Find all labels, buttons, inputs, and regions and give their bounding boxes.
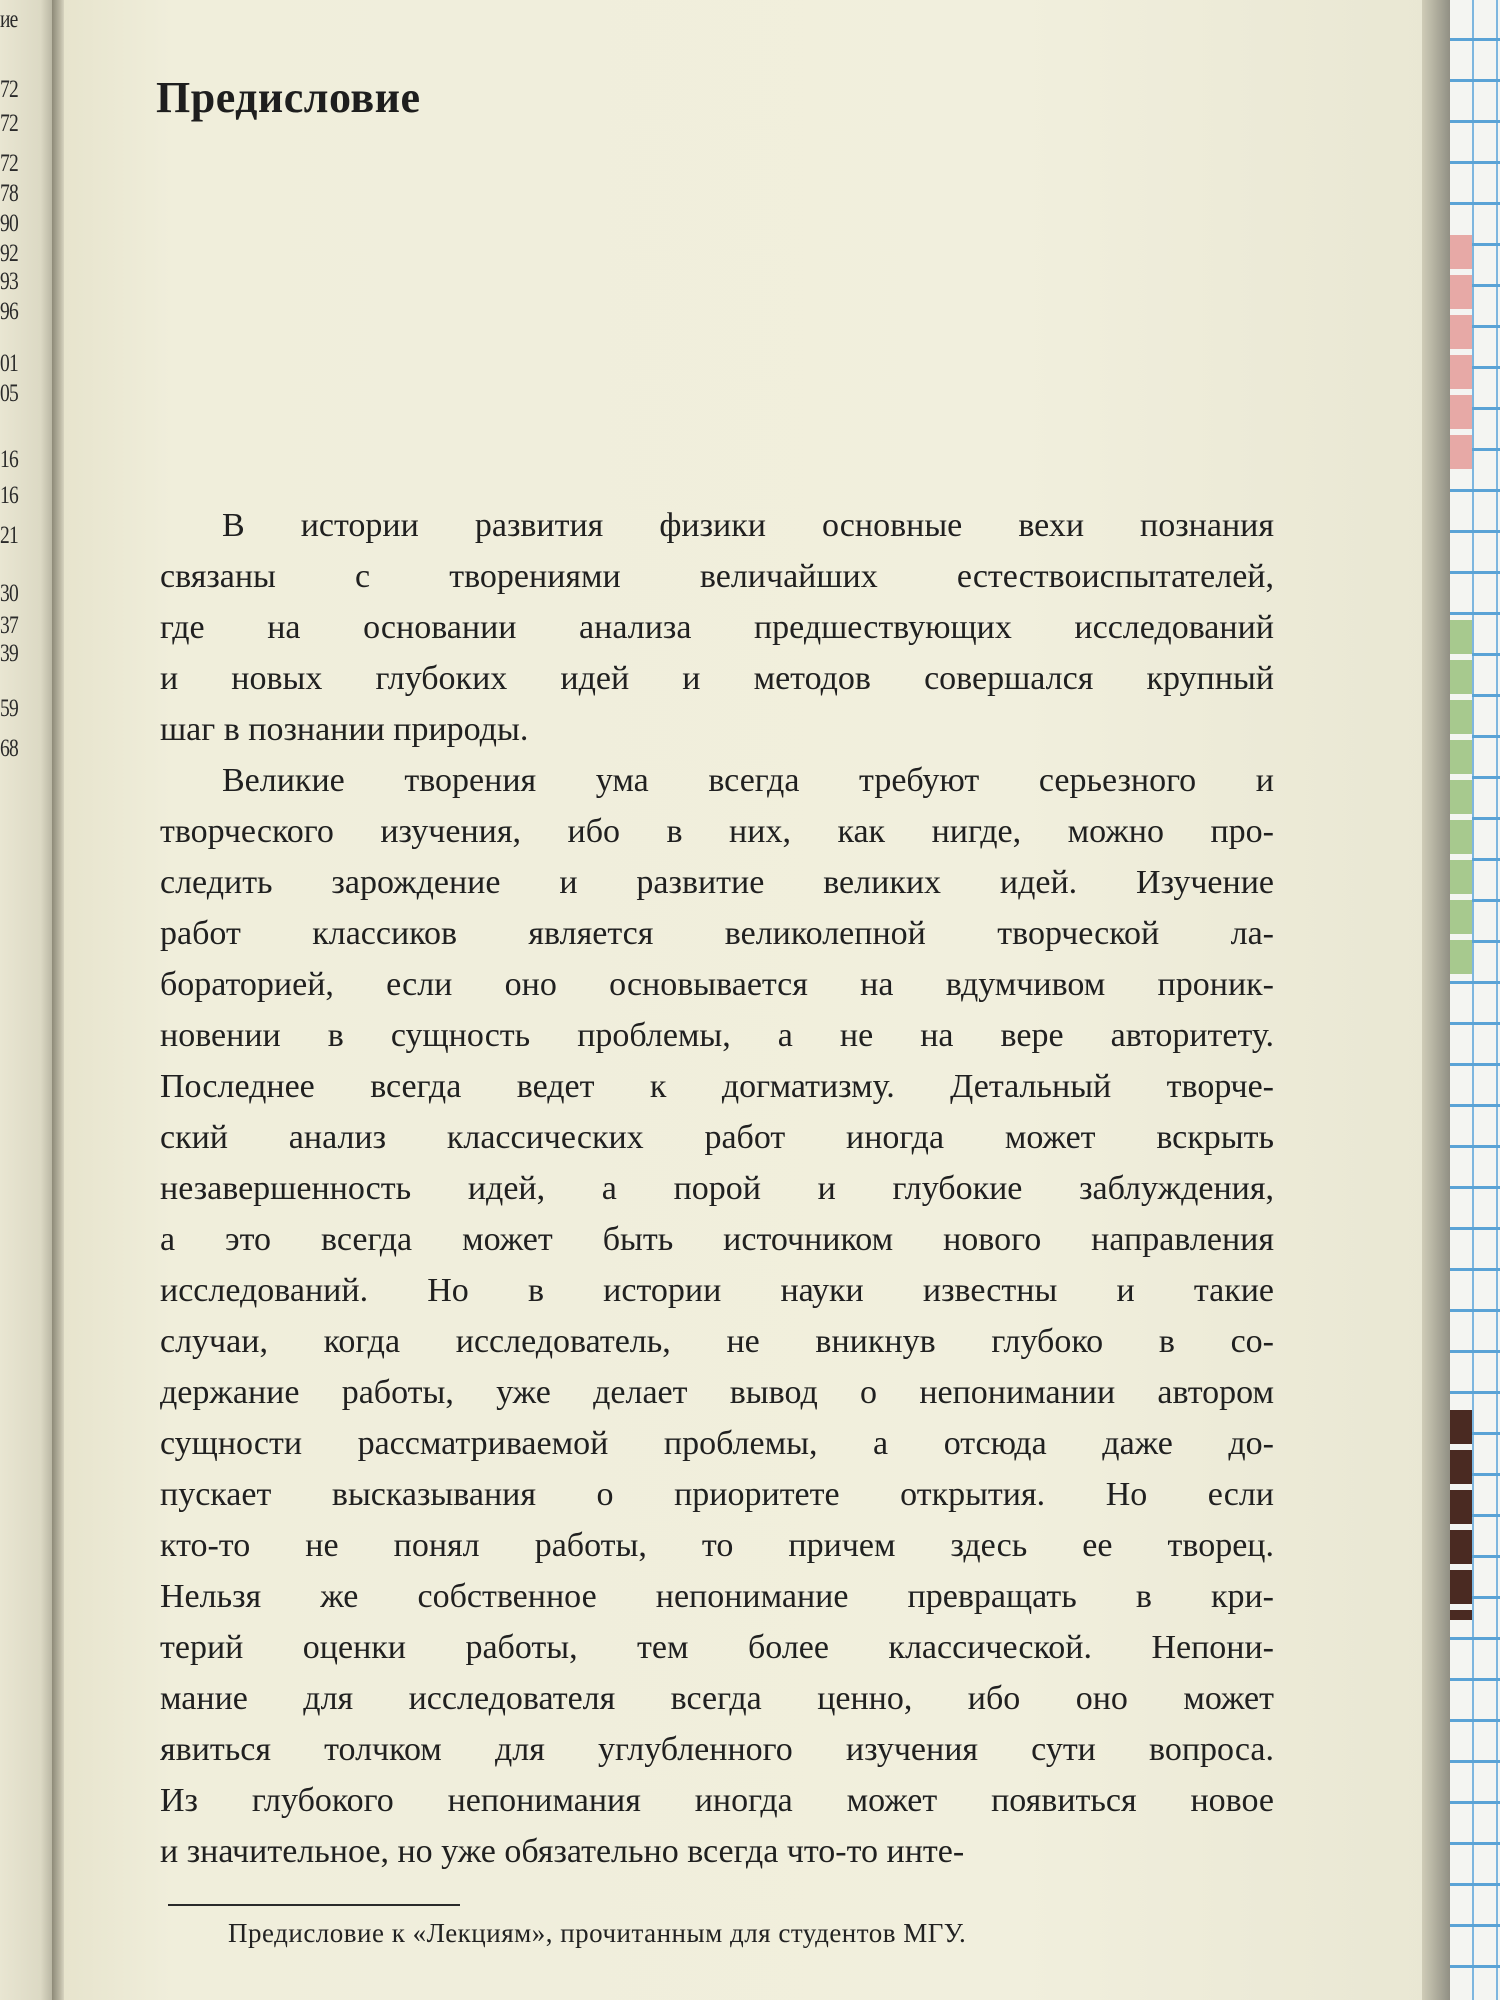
facing-page-number: 92 — [0, 240, 18, 267]
text-line: случаи, когда исследователь, не вникнув глубоко в со- — [160, 1323, 1274, 1360]
facing-page-number: 93 — [0, 268, 18, 295]
text-line: где на основании анализа предшествующих исследований — [160, 609, 1274, 646]
facing-page-number: 78 — [0, 180, 18, 207]
facing-page-number: 72 — [0, 150, 18, 177]
preface-body — [160, 500, 1274, 1877]
footnote: Предисловие к «Лекциям», прочитанным для студентов МГУ. — [228, 1918, 967, 1948]
facing-page-edge — [0, 0, 58, 2000]
text-line: Из глубокого непонимания иногда может появиться новое — [160, 1782, 1274, 1819]
facing-page-number: 21 — [0, 522, 18, 549]
facing-page-number: 90 — [0, 210, 18, 237]
facing-page-number: 39 — [0, 640, 18, 667]
notebook-tab — [1450, 235, 1472, 470]
footnote-rule — [168, 1904, 460, 1906]
facing-page-number: 72 — [0, 110, 18, 137]
text-line: бораторией, если оно основывается на вдумчивом проник- — [160, 966, 1274, 1003]
text-line: исследований. Но в истории науки известны и такие — [160, 1272, 1274, 1309]
facing-page-number: 72 — [0, 76, 18, 103]
text-line: шаг в познании природы. — [160, 711, 529, 748]
page-title: Предисловие — [156, 73, 421, 122]
text-line: Нельзя же собственное непонимание превращать в кри- — [160, 1578, 1274, 1615]
text-line: Последнее всегда ведет к догматизму. Детальный творче- — [160, 1068, 1274, 1105]
text-line: незавершенность идей, а порой и глубокие заблуждения, — [160, 1170, 1274, 1207]
facing-page-number: 05 — [0, 380, 18, 407]
text-line: держание работы, уже делает вывод о непонимании автором — [160, 1374, 1274, 1411]
text-line: и новых глубоких идей и методов совершался крупный — [160, 660, 1274, 697]
text-line: связаны с творениями величайших естествоиспытателей, — [160, 558, 1274, 595]
text-line: явиться толчком для углубленного изучения сути вопроса. — [160, 1731, 1274, 1768]
text-line: мание для исследователя всегда ценно, ибо оно может — [160, 1680, 1274, 1717]
text-line: новении в сущность проблемы, а не на вере авторитету. — [160, 1017, 1274, 1054]
text-line: В истории развития физики основные вехи познания — [222, 507, 1274, 544]
notebook-tab — [1450, 1410, 1472, 1620]
facing-page-number: 30 — [0, 580, 18, 607]
paragraph — [160, 500, 1274, 755]
facing-page-number: 16 — [0, 446, 18, 473]
facing-page-number: 96 — [0, 298, 18, 325]
page-edge-shadow — [1422, 0, 1452, 2000]
notebook-tab — [1450, 620, 1472, 980]
text-line: а это всегда может быть источником нового направления — [160, 1221, 1274, 1258]
facing-page-number: 59 — [0, 695, 18, 722]
facing-page-number: 68 — [0, 735, 18, 762]
facing-page-number: ие — [0, 6, 18, 33]
text-line: работ классиков является великолепной творческой ла- — [160, 915, 1274, 952]
text-line: Великие творения ума всегда требуют серьезного и — [222, 762, 1274, 799]
text-line: творческого изучения, ибо в них, как нигде, можно про- — [160, 813, 1274, 850]
paragraph — [160, 755, 1274, 1877]
text-line: кто-то не понял работы, то причем здесь ее творец. — [160, 1527, 1274, 1564]
text-line: сущности рассматриваемой проблемы, а отсюда даже до- — [160, 1425, 1274, 1462]
text-line: и значительное, но уже обязательно всегда что-то инте- — [160, 1833, 965, 1870]
facing-page-number: 16 — [0, 482, 18, 509]
facing-page-number: 01 — [0, 350, 18, 377]
facing-page-number: 37 — [0, 612, 18, 639]
text-line: следить зарождение и развитие великих идей. Изучение — [160, 864, 1274, 901]
text-line: пускает высказывания о приоритете открытия. Но если — [160, 1476, 1274, 1513]
text-line: терий оценки работы, тем более классической. Непони- — [160, 1629, 1274, 1666]
text-line: ский анализ классических работ иногда может вскрыть — [160, 1119, 1274, 1156]
